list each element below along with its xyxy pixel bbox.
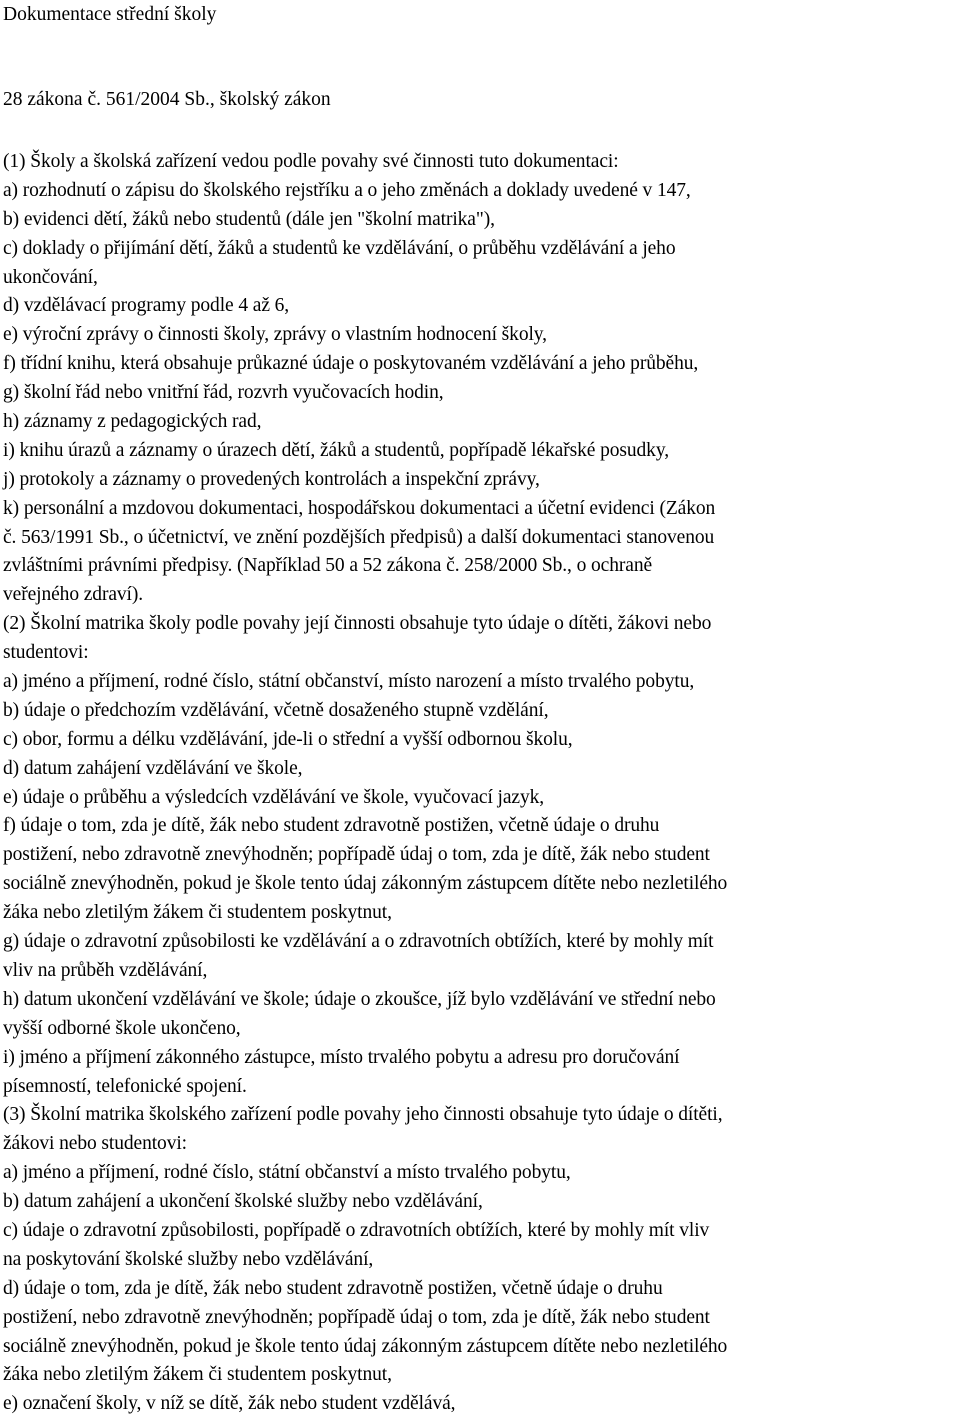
section-heading-text: 28 zákona č. 561/2004 Sb., školský zákon bbox=[3, 89, 331, 110]
text-line: žáka nebo zletilým žákem či studentem poskytnut, bbox=[3, 1364, 392, 1386]
text-line: žákovi nebo studentovi: bbox=[3, 1133, 187, 1155]
text-line: žáka nebo zletilým žákem či studentem poskytnut, bbox=[3, 902, 392, 924]
text-line: č. 563/1991 Sb., o účetnictví, ve znění pozdějších předpisů) a další dokumentaci stanovenou bbox=[3, 526, 715, 548]
text-line: b) datum zahájení a ukončení školské služby nebo vzdělávání, bbox=[3, 1191, 483, 1213]
text-line: sociálně znevýhodněn, pokud je škole tento údaj zákonným zástupcem dítěte nebo nezletilého bbox=[3, 1335, 728, 1357]
text-line: d) údaje o tom, zda je dítě, žák nebo student zdravotně postižen, včetně údaje o druhu bbox=[3, 1277, 663, 1299]
text-line: a) jméno a příjmení, rodné číslo, státní občanství a místo trvalého pobytu, bbox=[3, 1162, 571, 1184]
text-line: e) údaje o průběhu a výsledcích vzdělávání ve škole, vyučovací jazyk, bbox=[3, 786, 545, 808]
text-line: a) jméno a příjmení, rodné číslo, státní občanství, místo narození a místo trvalého pobytu, bbox=[3, 671, 695, 693]
text-line: k) personální a mzdovou dokumentaci, hospodářskou dokumentaci a účetní evidenci (Zákon bbox=[3, 497, 716, 519]
text-line: g) údaje o zdravotní způsobilosti ke vzdělávání a o zdravotních obtížích, které by mohly mít bbox=[3, 931, 714, 953]
document-body bbox=[3, 148, 960, 1419]
text-line: písemností, telefonické spojení. bbox=[3, 1075, 247, 1097]
text-line: veřejného zdraví). bbox=[3, 584, 144, 606]
text-line: j) protokoly a záznamy o provedených kontrolách a inspekční zprávy, bbox=[3, 468, 540, 490]
text-line: d) datum zahájení vzdělávání ve škole, bbox=[3, 757, 303, 779]
text-line: (1) Školy a školská zařízení vedou podle povahy své činnosti tuto dokumentaci: bbox=[3, 151, 619, 172]
text-line: f) třídní knihu, která obsahuje průkazné údaje o poskytovaném vzdělávání a jeho průběhu, bbox=[3, 353, 699, 375]
text-line: i) knihu úrazů a záznamy o úrazech dětí, žáků a studentů, popřípadě lékařské posudky, bbox=[3, 439, 669, 461]
section-heading bbox=[3, 85, 331, 114]
document-title-text: Dokumentace střední školy bbox=[3, 4, 217, 25]
text-line: c) obor, formu a délku vzdělávání, jde-li o střední a vyšší odbornou školu, bbox=[3, 728, 573, 750]
text-line: sociálně znevýhodněn, pokud je škole tento údaj zákonným zástupcem dítěte nebo nezletilého bbox=[3, 873, 728, 895]
document-title bbox=[3, 0, 216, 29]
text-line: vyšší odborné škole ukončeno, bbox=[3, 1017, 241, 1039]
text-line: b) evidenci dětí, žáků nebo studentů (dále jen "školní matrika"), bbox=[3, 208, 495, 230]
text-line: postižení, nebo zdravotně znevýhodněn; popřípadě údaj o tom, zda je dítě, žák nebo student bbox=[3, 1306, 710, 1328]
text-line: e) výroční zprávy o činnosti školy, zprávy o vlastním hodnocení školy, bbox=[3, 324, 547, 346]
text-line: studentovi: bbox=[3, 642, 89, 664]
text-line: c) údaje o zdravotní způsobilosti, popřípadě o zdravotních obtížích, které by mohly mít vliv bbox=[3, 1219, 710, 1241]
text-line: c) doklady o přijímání dětí, žáků a studentů ke vzdělávání, o průběhu vzdělávání a jeho bbox=[3, 237, 676, 259]
text-line: ukončování, bbox=[3, 266, 98, 288]
text-line: h) záznamy z pedagogických rad, bbox=[3, 411, 262, 433]
text-line: b) údaje o předchozím vzdělávání, včetně dosaženého stupně vzdělání, bbox=[3, 699, 549, 721]
text-line: zvláštními právními předpisy. (Například 50 a 52 zákona č. 258/2000 Sb., o ochraně bbox=[3, 555, 653, 577]
text-line: (2) Školní matrika školy podle povahy její činnosti obsahuje tyto údaje o dítěti, žákovi nebo bbox=[3, 613, 712, 635]
text-line: (3) Školní matrika školského zařízení podle povahy jeho činnosti obsahuje tyto údaje o dítěti, bbox=[3, 1104, 723, 1126]
text-line: a) rozhodnutí o zápisu do školského rejstříku a o jeho změnách a doklady uvedené v 147, bbox=[3, 179, 691, 201]
text-line: vliv na průběh vzdělávání, bbox=[3, 959, 208, 981]
text-line: na poskytování školské služby nebo vzdělávání, bbox=[3, 1248, 374, 1270]
text-line: g) školní řád nebo vnitřní řád, rozvrh vyučovacích hodin, bbox=[3, 382, 444, 404]
text-line: postižení, nebo zdravotně znevýhodněn; popřípadě údaj o tom, zda je dítě, žák nebo student bbox=[3, 844, 710, 866]
text-line: e) označení školy, v níž se dítě, žák nebo student vzdělává, bbox=[3, 1393, 456, 1415]
text-line: d) vzdělávací programy podle 4 až 6, bbox=[3, 295, 290, 317]
text-line: h) datum ukončení vzdělávání ve škole; údaje o zkoušce, jíž bylo vzdělávání ve střední nebo bbox=[3, 988, 716, 1010]
text-line: i) jméno a příjmení zákonného zástupce, místo trvalého pobytu a adresu pro doručování bbox=[3, 1046, 680, 1068]
text-line: f) údaje o tom, zda je dítě, žák nebo student zdravotně postižen, včetně údaje o druhu bbox=[3, 815, 660, 837]
